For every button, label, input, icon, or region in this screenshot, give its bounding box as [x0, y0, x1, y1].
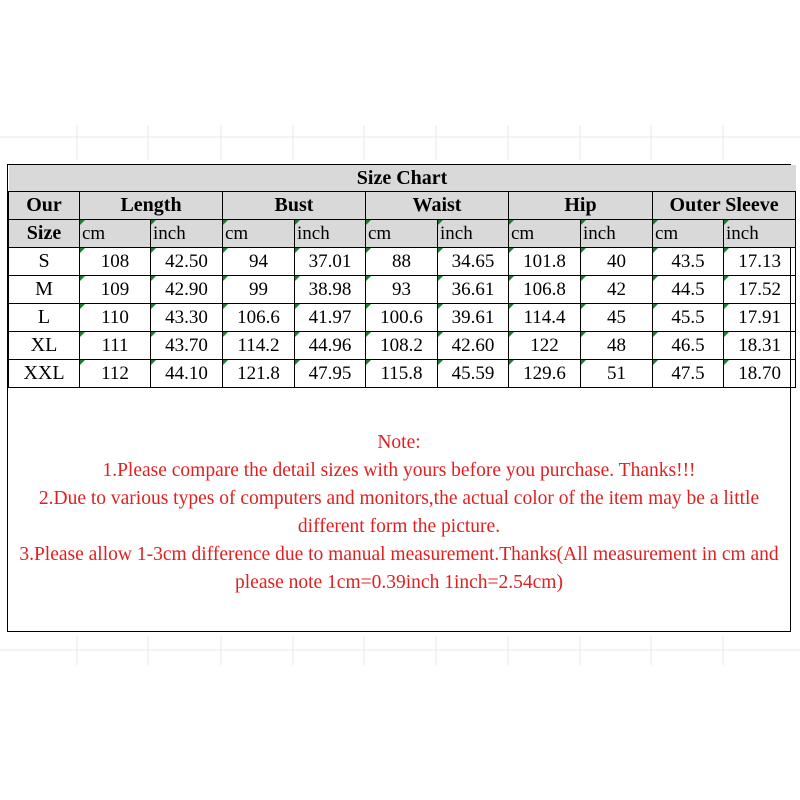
measurement-cell: 48: [581, 332, 653, 360]
measurement-cell: 106.8: [509, 276, 581, 304]
measurement-cell: 34.65: [438, 248, 509, 276]
measurement-cell: 99: [223, 276, 295, 304]
measurement-cell: 112: [80, 360, 151, 388]
measurement-cell: 17.91: [724, 304, 796, 332]
measurement-group-row: [9, 192, 796, 220]
measurement-cell: 43.5: [653, 248, 724, 276]
unit-inch: inch: [151, 220, 223, 248]
size-row-s: [9, 248, 796, 276]
measurement-cell: 42.60: [438, 332, 509, 360]
note-heading: Note:: [377, 432, 421, 453]
unit-cm: cm: [653, 220, 724, 248]
measurement-cell: 129.6: [509, 360, 581, 388]
measurement-cell: 114.2: [223, 332, 295, 360]
unit-cm: cm: [366, 220, 438, 248]
note-line-3: 3.Please allow 1-3cm difference due to manual measurement.Thanks(All measurement in cm and please note 1cm=0.39inch 1inch=2.54cm): [19, 544, 779, 593]
measurement-cell: 41.97: [295, 304, 366, 332]
note-line-1: 1.Please compare the detail sizes with yours before you purchase. Thanks!!!: [102, 460, 696, 481]
unit-cm: cm: [80, 220, 151, 248]
unit-inch: inch: [295, 220, 366, 248]
group-outer-sleeve: Outer Sleeve: [653, 192, 796, 220]
size-row-xxl: [9, 360, 796, 388]
measurement-cell: 106.6: [223, 304, 295, 332]
measurement-cell: 39.61: [438, 304, 509, 332]
measurement-cell: 37.01: [295, 248, 366, 276]
unit-inch: inch: [438, 220, 509, 248]
measurement-cell: 47.5: [653, 360, 724, 388]
measurement-cell: 18.70: [724, 360, 796, 388]
title-row: [9, 165, 796, 192]
size-label: L: [9, 304, 80, 332]
measurement-cell: 18.31: [724, 332, 796, 360]
size-header-line2: Size: [9, 220, 80, 248]
unit-cm: cm: [509, 220, 581, 248]
size-label: XXL: [9, 360, 80, 388]
measurement-cell: 114.4: [509, 304, 581, 332]
size-label: M: [9, 276, 80, 304]
size-label: S: [9, 248, 80, 276]
measurement-cell: 115.8: [366, 360, 438, 388]
measurement-cell: 42.50: [151, 248, 223, 276]
measurement-cell: 17.52: [724, 276, 796, 304]
measurement-cell: 94: [223, 248, 295, 276]
size-row-xl: [9, 332, 796, 360]
size-rows: [9, 248, 796, 388]
note-line-2: 2.Due to various types of computers and monitors,the actual color of the item may be a little different form the picture.: [38, 488, 760, 537]
measurement-cell: 42.90: [151, 276, 223, 304]
measurement-cell: 44.96: [295, 332, 366, 360]
size-label: XL: [9, 332, 80, 360]
measurement-cell: 40: [581, 248, 653, 276]
measurement-cell: 111: [80, 332, 151, 360]
group-hip: Hip: [509, 192, 653, 220]
measurement-cell: 122: [509, 332, 581, 360]
notes-section: [8, 429, 790, 597]
unit-cm: cm: [223, 220, 295, 248]
measurement-cell: 42: [581, 276, 653, 304]
group-waist: Waist: [366, 192, 509, 220]
unit-inch: inch: [724, 220, 796, 248]
measurement-cell: 44.10: [151, 360, 223, 388]
measurement-cell: 101.8: [509, 248, 581, 276]
group-bust: Bust: [223, 192, 366, 220]
measurement-cell: 88: [366, 248, 438, 276]
size-chart-panel: [7, 164, 791, 632]
measurement-cell: 109: [80, 276, 151, 304]
measurement-cell: 45.59: [438, 360, 509, 388]
measurement-cell: 108: [80, 248, 151, 276]
size-row-l: [9, 304, 796, 332]
measurement-cell: 43.70: [151, 332, 223, 360]
measurement-cell: 108.2: [366, 332, 438, 360]
measurement-cell: 47.95: [295, 360, 366, 388]
measurement-cell: 17.13: [724, 248, 796, 276]
measurement-cell: 46.5: [653, 332, 724, 360]
measurement-cell: 45: [581, 304, 653, 332]
measurement-cell: 44.5: [653, 276, 724, 304]
size-row-m: [9, 276, 796, 304]
measurement-cell: 38.98: [295, 276, 366, 304]
unit-row: [9, 220, 796, 248]
measurement-cell: 51: [581, 360, 653, 388]
size-header-line1: Our: [9, 192, 80, 220]
measurement-cell: 36.61: [438, 276, 509, 304]
measurement-cell: 100.6: [366, 304, 438, 332]
group-length: Length: [80, 192, 223, 220]
size-chart-table: [8, 165, 796, 388]
measurement-cell: 43.30: [151, 304, 223, 332]
chart-title: Size Chart: [9, 165, 796, 192]
measurement-cell: 121.8: [223, 360, 295, 388]
measurement-cell: 45.5: [653, 304, 724, 332]
measurement-cell: 93: [366, 276, 438, 304]
measurement-cell: 110: [80, 304, 151, 332]
unit-inch: inch: [581, 220, 653, 248]
